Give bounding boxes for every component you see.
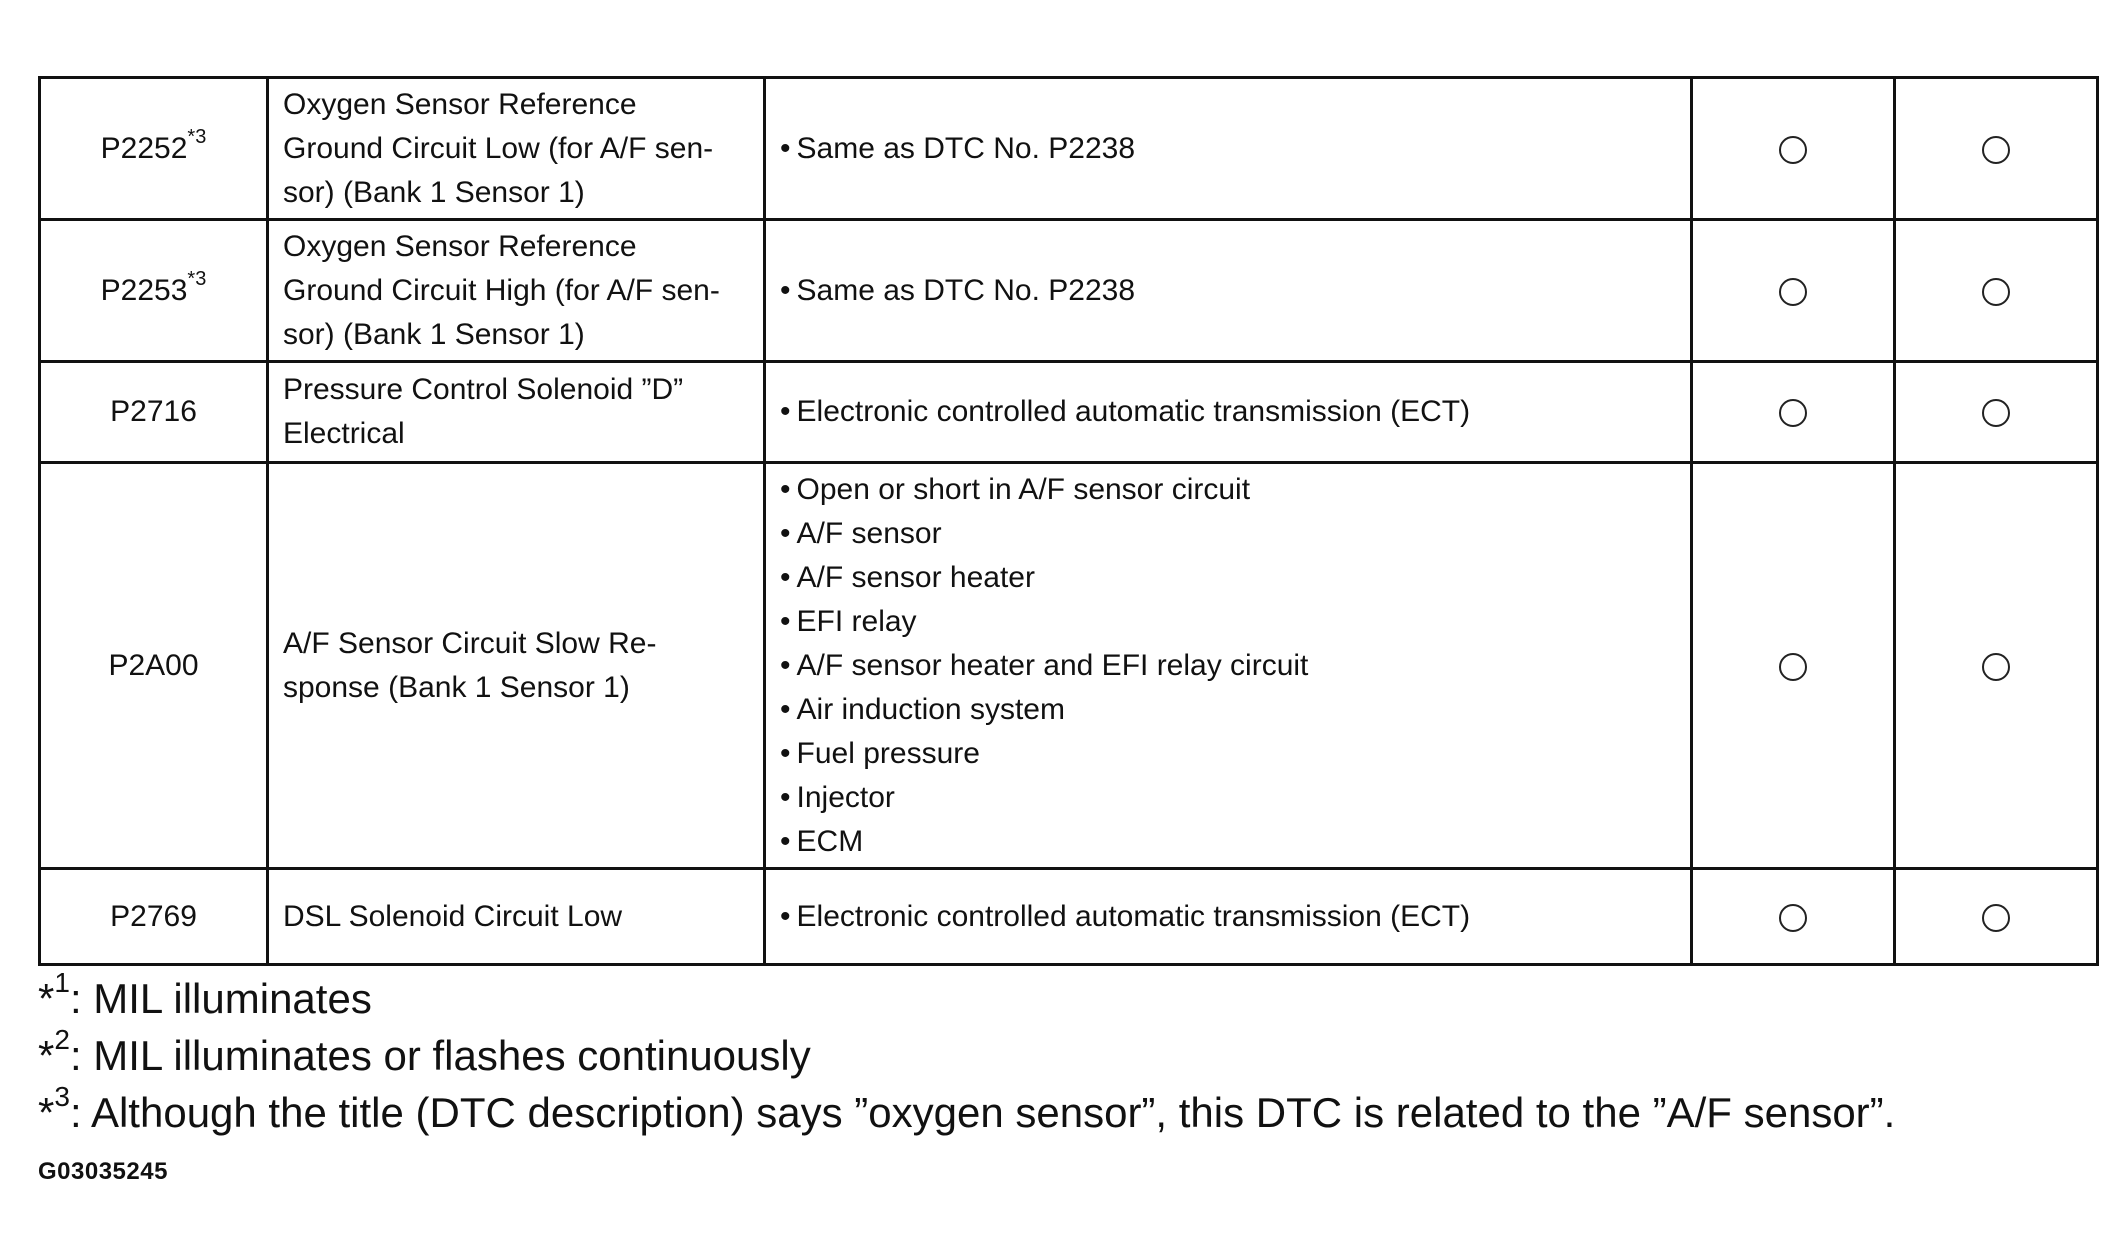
table-row xyxy=(40,362,2098,463)
circle-mark-icon xyxy=(1982,904,2010,932)
trouble-area-item: • Electronic controlled automatic transmission (ECT) xyxy=(780,895,1690,939)
detection-item-line: sor) (Bank 1 Sensor 1) xyxy=(283,175,585,209)
table-row xyxy=(40,220,2098,362)
footnote-ref: *3 xyxy=(187,267,207,290)
detection-item-line: Ground Circuit High (for A/F sen- xyxy=(283,273,720,307)
circle-mark-icon xyxy=(1982,399,2010,427)
circle-mark-icon xyxy=(1779,278,1807,306)
trouble-area-cell xyxy=(765,220,1692,362)
memory-cell xyxy=(1895,362,2098,463)
memory-cell xyxy=(1895,869,2098,965)
detection-item-line: Oxygen Sensor Reference xyxy=(283,229,637,263)
footnote xyxy=(38,967,1895,1027)
trouble-area-item: • A/F sensor heater xyxy=(780,556,1690,600)
detection-item-cell xyxy=(268,362,765,463)
circle-mark-icon xyxy=(1779,399,1807,427)
trouble-area-item: • Fuel pressure xyxy=(780,732,1690,776)
footnotes xyxy=(38,967,1896,1141)
trouble-area-item: • Electronic controlled automatic transmission (ECT) xyxy=(780,390,1690,434)
dtc-code-cell xyxy=(40,869,268,965)
trouble-area-item: • Open or short in A/F sensor circuit xyxy=(780,468,1690,512)
memory-cell xyxy=(1895,78,2098,220)
mil-cell xyxy=(1692,220,1895,362)
detection-item-line: Oxygen Sensor Reference xyxy=(283,87,637,121)
memory-cell xyxy=(1895,463,2098,869)
trouble-area-item: • EFI relay xyxy=(780,600,1690,644)
detection-item-cell xyxy=(268,463,765,869)
trouble-area-cell xyxy=(765,78,1692,220)
detection-item-line: DSL Solenoid Circuit Low xyxy=(283,899,623,933)
trouble-area-item: • Injector xyxy=(780,776,1690,820)
table-row xyxy=(40,869,2098,965)
dtc-code: P2769 xyxy=(110,899,197,933)
footnote-number: 2 xyxy=(54,1024,70,1055)
dtc-code-cell xyxy=(40,362,268,463)
trouble-area-cell xyxy=(765,463,1692,869)
dtc-code-cell xyxy=(40,220,268,362)
footnote-text: : MIL illuminates xyxy=(69,975,372,1022)
footnote xyxy=(38,1081,1896,1141)
mil-cell xyxy=(1692,362,1895,463)
detection-item-line: sor) (Bank 1 Sensor 1) xyxy=(283,317,585,351)
mil-cell xyxy=(1692,869,1895,965)
trouble-area-item: • ECM xyxy=(780,820,1690,864)
mil-cell xyxy=(1692,463,1895,869)
dtc-code: P2716 xyxy=(110,395,197,428)
detection-item-line: Electrical xyxy=(283,417,405,450)
table-row xyxy=(40,78,2098,220)
trouble-area-item: • Same as DTC No. P2238 xyxy=(780,127,1690,171)
dtc-table xyxy=(38,76,2099,966)
footnote xyxy=(38,1024,1895,1084)
trouble-area-cell xyxy=(765,869,1692,965)
footnote-number: 3 xyxy=(54,1081,70,1112)
figure-id: G03035245 xyxy=(38,1158,168,1185)
dtc-code: P2253 xyxy=(100,273,188,307)
footnote-text: : MIL illuminates or flashes continuously xyxy=(69,1032,811,1079)
dtc-code: P2A00 xyxy=(108,648,199,682)
footnote-mark: * xyxy=(38,975,55,1022)
trouble-area-cell xyxy=(765,362,1692,463)
circle-mark-icon xyxy=(1982,653,2010,681)
detection-item-line: A/F Sensor Circuit Slow Re- xyxy=(283,626,657,660)
circle-mark-icon xyxy=(1779,904,1807,932)
detection-item-cell xyxy=(268,869,765,965)
trouble-area-item: • A/F sensor heater and EFI relay circuit xyxy=(780,644,1690,688)
table-row xyxy=(40,463,2098,869)
detection-item-line: Ground Circuit Low (for A/F sen- xyxy=(283,131,714,165)
detection-item-cell xyxy=(268,220,765,362)
circle-mark-icon xyxy=(1779,136,1807,164)
detection-item-line: sponse (Bank 1 Sensor 1) xyxy=(283,670,630,704)
footnote-text: : Although the title (DTC description) says ”oxygen sensor”, this DTC is related to the ”A/F sensor”. xyxy=(69,1089,1896,1136)
circle-mark-icon xyxy=(1779,653,1807,681)
detection-item-line: Pressure Control Solenoid ”D” xyxy=(283,373,684,406)
mil-cell xyxy=(1692,78,1895,220)
detection-item-cell xyxy=(268,78,765,220)
dtc-code-cell xyxy=(40,78,268,220)
dtc-code-cell xyxy=(40,463,268,869)
trouble-area-item: • Same as DTC No. P2238 xyxy=(780,269,1690,313)
footnote-number: 1 xyxy=(54,967,70,998)
memory-cell xyxy=(1895,220,2098,362)
footnote-mark: * xyxy=(38,1089,55,1136)
circle-mark-icon xyxy=(1982,278,2010,306)
footnote-ref: *3 xyxy=(187,125,207,148)
trouble-area-item: • A/F sensor xyxy=(780,512,1690,556)
trouble-area-item: • Air induction system xyxy=(780,688,1690,732)
footnote-mark: * xyxy=(38,1032,55,1079)
dtc-code: P2252 xyxy=(100,131,188,165)
circle-mark-icon xyxy=(1982,136,2010,164)
